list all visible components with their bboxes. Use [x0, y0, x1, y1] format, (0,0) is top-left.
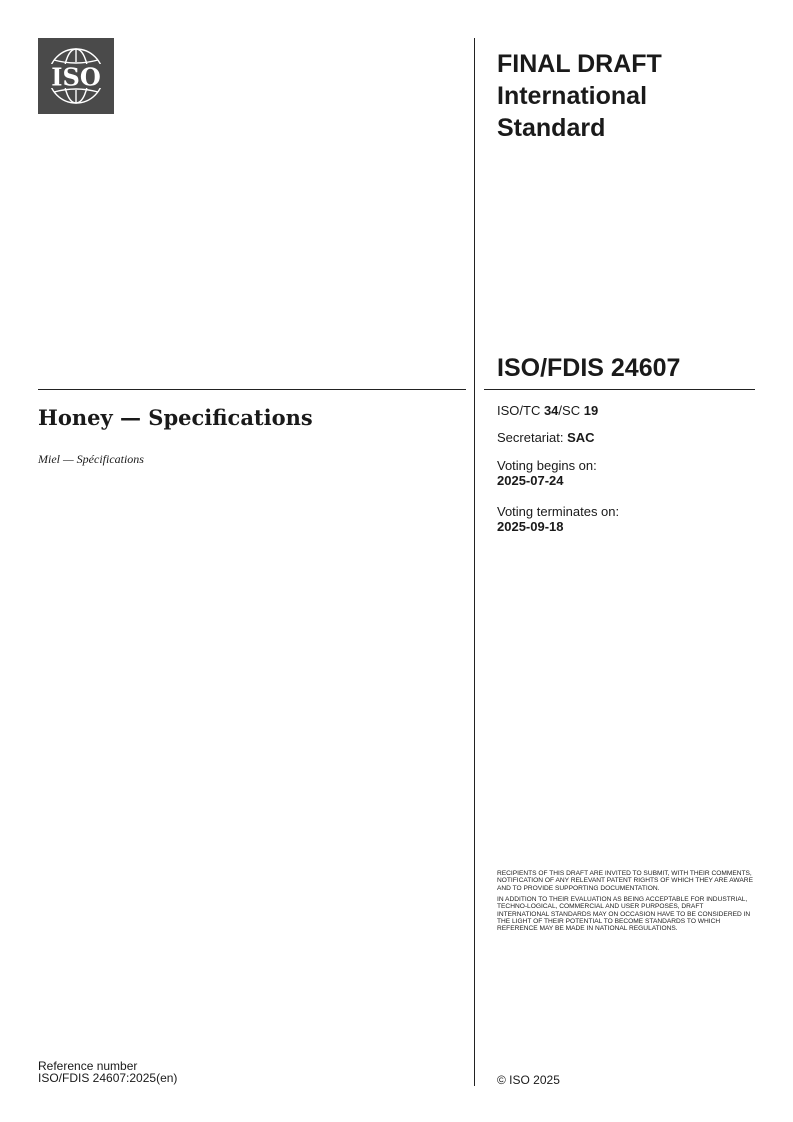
heading-line-1: FINAL DRAFT	[497, 50, 662, 78]
iso-logo	[38, 38, 114, 114]
horizontal-divider-left	[38, 389, 466, 390]
secretariat-value: SAC	[567, 430, 595, 445]
reference-label: Reference number	[38, 1059, 138, 1073]
document-stage-heading	[497, 48, 757, 144]
committee-sep: /SC	[558, 403, 584, 418]
reference-value: ISO/FDIS 24607:2025(en)	[38, 1071, 178, 1085]
notice-paragraph-2: IN ADDITION TO THEIR EVALUATION AS BEING ACCEPTABLE FOR INDUSTRIAL, TECHNO-LOGICAL, COMMERCIAL AND USER PURPOSES, DRAFT INTERNATIONAL STANDARDS MAY ON OCCASION HAVE TO BE CONSIDERED IN THE LIGHT OF THEIR POTENTIAL TO BECOME STANDARDS TO WHICH REFERENCE MAY BE MADE IN NATIONAL REGULATIONS.	[497, 895, 751, 933]
voting-terminates-date: 2025-09-18	[497, 519, 564, 534]
copyright: © ISO 2025	[497, 1073, 560, 1087]
secretariat-line	[497, 430, 595, 445]
voting-begins	[497, 458, 597, 488]
secretariat-label: Secretariat:	[497, 430, 568, 445]
committee-prefix: ISO/TC	[497, 403, 544, 418]
notice-paragraph-1: RECIPIENTS OF THIS DRAFT ARE INVITED TO SUBMIT, WITH THEIR COMMENTS, NOTIFICATION OF ANY RELEVANT PATENT RIGHTS OF WHICH THEY ARE AWARE AND TO PROVIDE SUPPORTING DOCUMENTATION.	[497, 870, 753, 892]
committee-sc: 19	[583, 403, 599, 418]
horizontal-divider-right	[484, 389, 755, 390]
logo-text: ISO	[51, 62, 101, 92]
voting-terminates	[497, 504, 619, 534]
committee-line	[497, 403, 598, 418]
heading-line-2: International	[497, 82, 648, 110]
recipients-notice	[497, 870, 757, 936]
voting-terminates-label: Voting terminates on:	[497, 504, 620, 519]
reference-number	[38, 1060, 177, 1084]
vertical-divider	[474, 38, 475, 1086]
document-title: Honey — Specifications	[38, 405, 313, 430]
document-subtitle: Miel — Spécifications	[38, 452, 144, 466]
document-number: ISO/FDIS 24607	[497, 354, 681, 382]
voting-begins-date: 2025-07-24	[497, 473, 564, 488]
voting-begins-label: Voting begins on:	[497, 458, 597, 473]
heading-line-3: Standard	[497, 114, 606, 142]
iso-globe-icon	[38, 38, 114, 114]
committee-tc: 34	[543, 403, 559, 418]
